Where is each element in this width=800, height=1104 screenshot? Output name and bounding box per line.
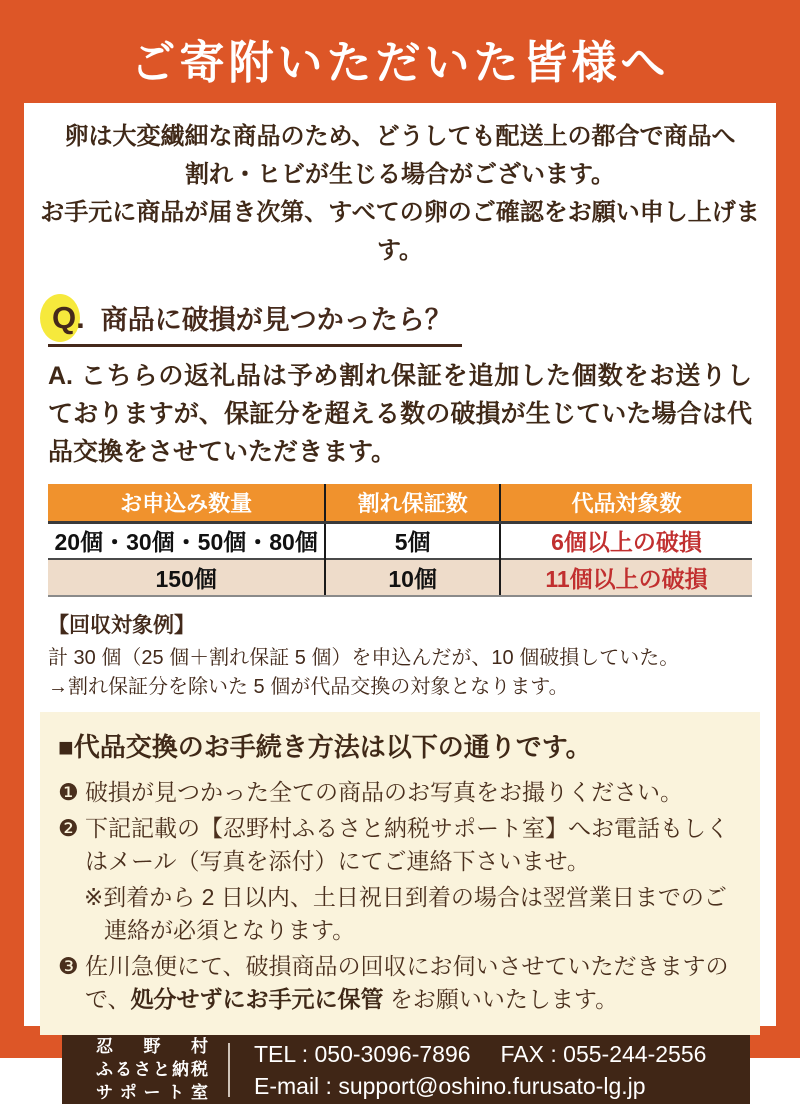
step-2-number-icon: ❷: [58, 815, 79, 841]
table-cell: 10個: [325, 559, 500, 596]
table-cell: 150個: [48, 559, 325, 596]
q-label: Q.: [52, 299, 85, 335]
table-header-order-qty: お申込み数量: [48, 484, 325, 522]
intro-line: 卵は大変繊細な商品のため、どうしても配送上の都合で商品へ: [64, 123, 736, 150]
table-row: [48, 559, 752, 596]
example-line: 計 30 個（25 個＋割れ保証 5 個）を申込んだが、10 個破損していた。: [48, 647, 680, 669]
intro-line: 割れ・ヒビが生じる場合がございます。: [184, 161, 616, 188]
question-text: 商品に破損が見つかったら？: [100, 305, 452, 335]
intro-text: [24, 118, 776, 270]
content-panel: [24, 103, 776, 1102]
step-1-number-icon: ❶: [58, 779, 79, 805]
example-heading: 【回収対象例】: [48, 614, 195, 637]
procedure-step-2: [58, 812, 740, 878]
replacement-procedure-box: [40, 712, 760, 1035]
procedure-step-3: [58, 950, 740, 1016]
phone-fax-row: [254, 1038, 706, 1070]
answer-text: A. こちらの返礼品は予め割れ保証を追加した個数をお送りしておりますが、保証分を超える数の破損が生じていた場合は代品交換をさせていただきます。: [48, 362, 752, 466]
fax-number: FAX : 055-244-2556: [500, 1040, 707, 1067]
step-3-text-pre: 佐川急便にて、破損商品の回収にお伺いさせていただきますので、: [85, 953, 729, 1012]
org-line: サポート室: [96, 1083, 208, 1102]
table-cell: 5個: [325, 522, 500, 559]
support-office-name: [96, 1035, 208, 1104]
contact-info: [254, 1038, 706, 1102]
procedure-step-1: [58, 776, 740, 809]
step-2-note: ※到着から 2 日以内、土日祝日到着の場合は翌営業日までのご連絡が必須となります。: [84, 884, 727, 943]
step-3-text-post: をお願いいたします。: [383, 986, 619, 1012]
vertical-divider: [228, 1043, 230, 1097]
question-heading: [48, 296, 462, 347]
q-badge: [48, 300, 89, 336]
table-cell: 20個・30個・50個・80個: [54, 529, 318, 556]
table-row: [48, 522, 752, 559]
warranty-table: [48, 484, 752, 597]
tel-number: TEL : 050-3096-7896: [254, 1040, 471, 1067]
example-line: →割れ保証分を除いた 5 個が代品交換の対象となります。: [48, 676, 569, 698]
table-header-row: [48, 484, 752, 522]
org-line: ふるさと納税: [96, 1060, 208, 1079]
org-line: 忍野村: [96, 1037, 208, 1056]
procedure-title: ■代品交換のお手続き方法は以下の通りです。: [58, 732, 592, 762]
step-3-text-bold: 処分せずにお手元に保管: [130, 986, 384, 1012]
collection-example: [48, 609, 752, 702]
email-address: E-mail : support@oshino.furusato-lg.jp: [254, 1072, 646, 1099]
step-1-text: 破損が見つかった全ての商品のお写真をお撮りください。: [85, 779, 683, 805]
table-cell-alert: 6個以上の破損: [500, 522, 752, 559]
page-title: ご寄附いただいた皆様へ: [130, 37, 670, 88]
step-3-number-icon: ❸: [58, 953, 79, 979]
table-header-breakage-warranty: 割れ保証数: [325, 484, 500, 522]
intro-line: お手元に商品が届き次第、すべての卵のご確認をお願い申し上げます。: [40, 199, 760, 264]
table-header-replacement-target: 代品対象数: [500, 484, 752, 522]
table-cell-alert: 11個以上の破損: [500, 559, 752, 596]
step-2-text: 下記記載の【忍野村ふるさと納税サポート室】へお電話もしくはメール（写真を添付）にてご連絡下さいませ。: [85, 815, 729, 874]
support-contact-bar: [62, 1035, 750, 1104]
